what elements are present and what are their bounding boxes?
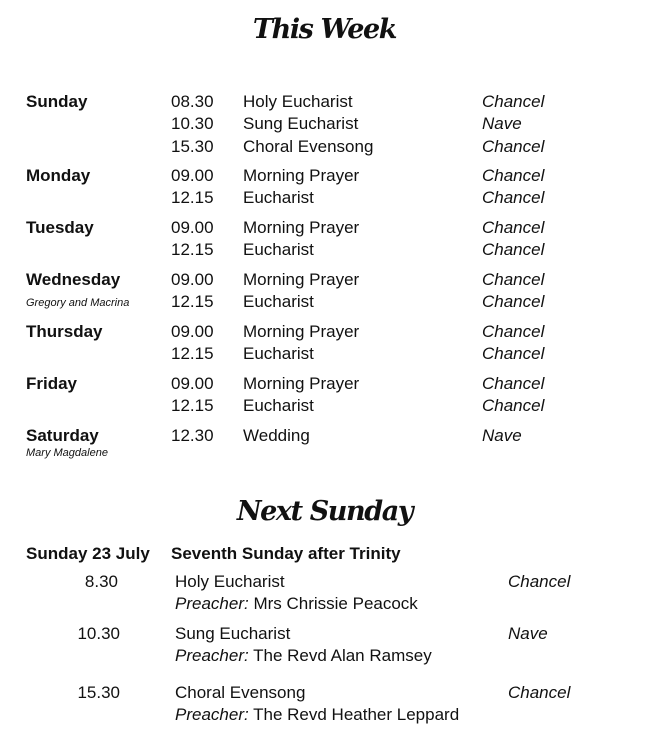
service-time: 12.15 bbox=[171, 396, 214, 415]
service-location: Chancel bbox=[482, 374, 545, 393]
next-sunday-title: Seventh Sunday after Trinity bbox=[171, 544, 401, 563]
service-time: 09.00 bbox=[171, 218, 214, 237]
next-sunday-heading: Next Sunday bbox=[236, 496, 413, 527]
day-label: Sunday bbox=[26, 92, 88, 111]
this-week-heading: This Week bbox=[252, 14, 397, 45]
service-time: 12.15 bbox=[171, 292, 214, 311]
service-name: Sung Eucharist bbox=[175, 624, 291, 643]
service-location: Chancel bbox=[482, 322, 545, 341]
service-location: Chancel bbox=[482, 166, 545, 185]
service-time: 12.15 bbox=[171, 240, 214, 259]
service-location: Chancel bbox=[482, 92, 545, 111]
day-label: Thursday bbox=[26, 322, 103, 341]
day-label: Tuesday bbox=[26, 218, 94, 237]
service-location: Chancel bbox=[482, 292, 545, 311]
service-name: Holy Eucharist bbox=[243, 92, 353, 111]
service-name: Eucharist bbox=[243, 344, 314, 363]
service-time: 15.30 bbox=[77, 683, 120, 702]
service-name: Holy Eucharist bbox=[175, 572, 285, 591]
service-location: Chancel bbox=[482, 137, 545, 156]
service-name: Eucharist bbox=[243, 396, 314, 415]
service-name: Morning Prayer bbox=[243, 322, 360, 341]
service-name: Eucharist bbox=[243, 188, 314, 207]
service-time: 08.30 bbox=[171, 92, 214, 111]
day-label: Saturday bbox=[26, 426, 99, 445]
preacher-line bbox=[175, 705, 459, 725]
day-label: Wednesday bbox=[26, 270, 121, 289]
service-location: Chancel bbox=[508, 683, 571, 702]
preacher-line bbox=[175, 646, 432, 666]
service-location: Chancel bbox=[482, 218, 545, 237]
day-label: Monday bbox=[26, 166, 91, 185]
day-label: Friday bbox=[26, 374, 78, 393]
service-name: Sung Eucharist bbox=[243, 114, 359, 133]
service-location: Chancel bbox=[482, 344, 545, 363]
service-name: Eucharist bbox=[243, 240, 314, 259]
service-name: Morning Prayer bbox=[243, 374, 360, 393]
service-location: Chancel bbox=[508, 572, 571, 591]
service-location: Chancel bbox=[482, 240, 545, 259]
preacher-line bbox=[175, 594, 418, 614]
service-name: Wedding bbox=[243, 426, 310, 445]
service-name: Morning Prayer bbox=[243, 270, 360, 289]
feast-day-note: Mary Magdalene bbox=[26, 447, 108, 459]
service-time: 09.00 bbox=[171, 270, 214, 289]
service-location: Chancel bbox=[482, 188, 545, 207]
service-location: Nave bbox=[508, 624, 548, 643]
service-location: Nave bbox=[482, 426, 522, 445]
next-sunday-date: Sunday 23 July bbox=[26, 544, 150, 563]
preacher-label: Preacher: bbox=[175, 646, 249, 665]
preacher-name: The Revd Heather Leppard bbox=[253, 705, 460, 724]
preacher-name: The Revd Alan Ramsey bbox=[253, 646, 432, 665]
preacher-label: Preacher: bbox=[175, 705, 249, 724]
service-time: 12.15 bbox=[171, 188, 214, 207]
feast-day-note: Gregory and Macrina bbox=[26, 297, 130, 309]
service-location: Nave bbox=[482, 114, 522, 133]
service-time: 15.30 bbox=[171, 137, 214, 156]
service-time: 09.00 bbox=[171, 374, 214, 393]
service-time: 09.00 bbox=[171, 322, 214, 341]
preacher-label: Preacher: bbox=[175, 594, 249, 613]
service-name: Morning Prayer bbox=[243, 166, 360, 185]
service-time: 09.00 bbox=[171, 166, 214, 185]
service-name: Morning Prayer bbox=[243, 218, 360, 237]
service-time: 10.30 bbox=[77, 624, 120, 643]
preacher-name: Mrs Chrissie Peacock bbox=[253, 594, 418, 613]
service-time: 8.30 bbox=[84, 572, 118, 591]
service-time: 10.30 bbox=[171, 114, 214, 133]
service-name: Choral Evensong bbox=[175, 683, 306, 702]
service-name: Eucharist bbox=[243, 292, 314, 311]
service-name: Choral Evensong bbox=[243, 137, 374, 156]
service-location: Chancel bbox=[482, 396, 545, 415]
service-time: 12.15 bbox=[171, 344, 214, 363]
service-time: 12.30 bbox=[171, 426, 214, 445]
service-location: Chancel bbox=[482, 270, 545, 289]
